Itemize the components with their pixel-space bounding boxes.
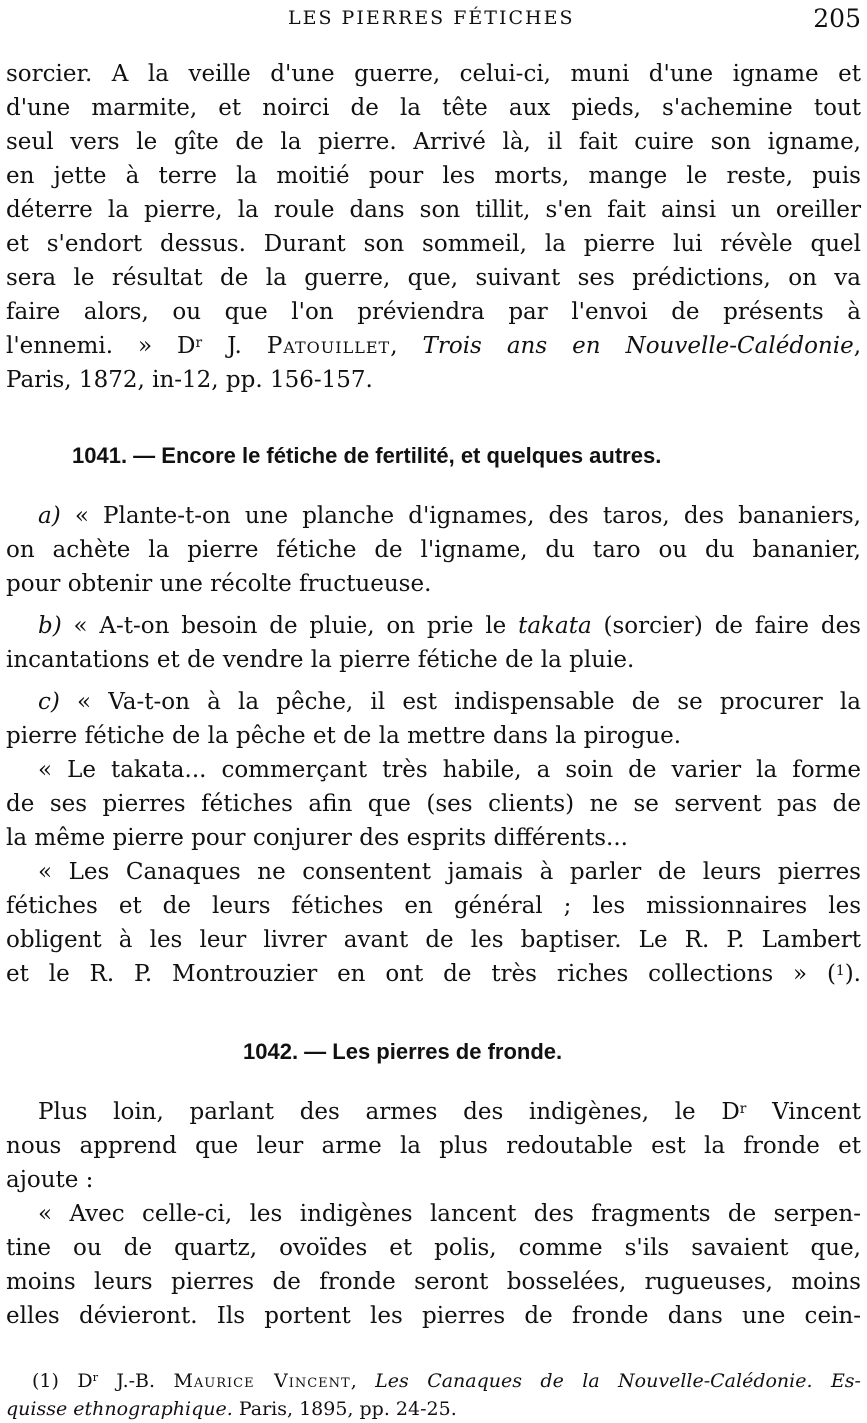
- text-line: obligent à les leur livrer avant de les baptiser. Le R. P. Lambert: [6, 927, 861, 953]
- text-span: Plus loin, parlant des armes des indigènes, le D: [38, 1099, 740, 1125]
- text-span: ,: [390, 333, 423, 359]
- text-span: « A-t-on besoin de pluie, on prie le: [61, 613, 519, 639]
- text-span: J.-B.: [98, 1370, 174, 1392]
- text-line: nous apprend que leur arme la plus redoutable est la fronde et: [6, 1133, 861, 1159]
- text-span: ).: [844, 961, 861, 987]
- book-title: Trois ans en Nouvelle-Calédonie: [422, 333, 854, 359]
- text-line: elles dévieront. Ils portent les pierres de fronde dans une cein-: [6, 1303, 861, 1329]
- item-letter: b): [38, 613, 62, 639]
- superscript: r: [739, 1101, 747, 1117]
- text-line: [6, 957, 861, 991]
- text-line: moins leurs pierres de fronde seront bosselées, rugueuses, moins: [6, 1269, 861, 1295]
- text-line: faire alors, ou que l'on préviendra par l'envoi de présents à: [6, 299, 861, 325]
- list-item: [38, 685, 861, 719]
- text-line: fétiches et de leurs fétiches en général ; les missionnaires les: [6, 893, 861, 919]
- text-line: d'une marmite, et noirci de la tête aux pieds, s'achemine tout: [6, 95, 861, 121]
- text-line: la même pierre pour conjurer des esprits différents...: [6, 825, 628, 851]
- footnote-ref: 1: [835, 963, 845, 979]
- text-line: ajoute :: [6, 1167, 94, 1193]
- text-line: incantations et de vendre la pierre fétiche de la pluie.: [6, 647, 635, 673]
- item-letter: a): [38, 503, 61, 529]
- text-line: sorcier. A la veille d'une guerre, celui-ci, muni d'une igname et: [6, 61, 861, 87]
- text-line: de ses pierres fétiches afin que (ses clients) ne se servent pas de: [6, 791, 861, 817]
- text-span: l'ennemi. » D: [6, 333, 196, 359]
- text-span: ,: [853, 333, 862, 359]
- text-span: Paris, 1895, pp. 24-25.: [232, 1398, 457, 1420]
- book-title: Les Canaques de la Nouvelle-Calédonie. Es-: [375, 1370, 861, 1392]
- section-heading: 1042. — Les pierres de fronde.: [243, 1039, 563, 1064]
- text-line: on achète la pierre fétiche de l'igname, du taro ou du bananier,: [6, 537, 861, 563]
- text-line: pour obtenir une récolte fructueuse.: [6, 571, 432, 597]
- text-line: « Les Canaques ne consentent jamais à parler de leurs pierres: [38, 859, 861, 885]
- author-name: Maurice Vincent: [173, 1370, 351, 1392]
- list-item: [38, 609, 861, 643]
- footnote-number: (1) D: [32, 1370, 93, 1392]
- text-line: « Le takata... commerçant très habile, a soin de varier la forme: [38, 757, 861, 783]
- text-span: et le R. P. Montrouzier en ont de très riches collections » (: [6, 961, 836, 987]
- italic-term: takata: [518, 613, 592, 639]
- text-span: « Plante-t-on une planche d'ignames, des taros, des bananiers,: [60, 503, 861, 529]
- citation-line: [6, 329, 861, 363]
- book-title: quisse ethnographique.: [6, 1398, 233, 1420]
- text-line: pierre fétiche de la pêche et de la mettre dans la pirogue.: [6, 723, 682, 749]
- text-span: J.: [202, 333, 267, 359]
- text-span: ,: [350, 1370, 376, 1392]
- text-span: Vincent: [746, 1099, 861, 1125]
- text-line: sera le résultat de la guerre, que, suivant ses prédictions, on va: [6, 265, 861, 291]
- running-title: LES PIERRES FÉTICHES: [288, 7, 575, 29]
- text-line: seul vers le gîte de la pierre. Arrivé là, il fait cuire son igname,: [6, 129, 861, 155]
- section-heading: 1041. — Encore le fétiche de fertilité, et quelques autres.: [72, 443, 662, 468]
- superscript: r: [195, 335, 203, 351]
- running-header: [0, 4, 861, 33]
- text-span: (sorcier) de faire des: [591, 613, 861, 639]
- page-number: 205: [813, 4, 861, 33]
- footnote-line: [6, 1395, 861, 1423]
- text-line: [38, 1095, 861, 1129]
- text-span: « Va-t-on à la pêche, il est indispensable de se procurer la: [59, 689, 861, 715]
- text-line: en jette à terre la moitié pour les morts, mange le reste, puis: [6, 163, 861, 189]
- superscript: r: [92, 1370, 99, 1384]
- footnote: [32, 1367, 861, 1395]
- text-line: « Avec celle-ci, les indigènes lancent des fragments de serpen-: [38, 1201, 861, 1227]
- list-item: [38, 499, 861, 533]
- text-line: et s'endort dessus. Durant son sommeil, la pierre lui révèle quel: [6, 231, 861, 257]
- item-letter: c): [38, 689, 60, 715]
- text-line: Paris, 1872, in-12, pp. 156-157.: [6, 367, 373, 393]
- text-line: tine ou de quartz, ovoïdes et polis, comme s'ils savaient que,: [6, 1235, 861, 1261]
- author-name: Patouillet: [266, 333, 391, 359]
- text-line: déterre la pierre, la roule dans son tillit, s'en fait ainsi un oreiller: [6, 197, 861, 223]
